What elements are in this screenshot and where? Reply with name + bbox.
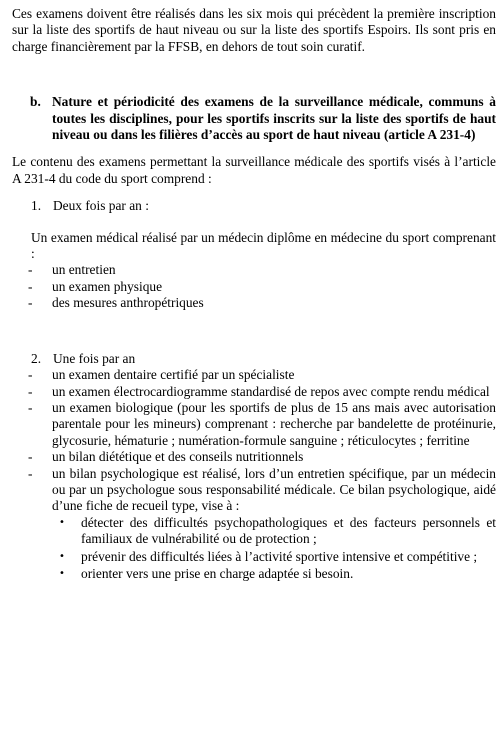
- list-item: [12, 384, 496, 400]
- bullet-marker: •: [59, 567, 65, 579]
- list-item: [12, 367, 496, 383]
- dash-marker: -: [28, 262, 33, 278]
- sub-list-item-text: détecter des difficultés psychopathologiques et des facteurs personnels et familiaux de vulnérabilité ou de protection ;: [81, 514, 496, 547]
- item-number: 2.: [31, 350, 42, 366]
- item-number: 1.: [31, 198, 42, 214]
- list-item-text: un entretien: [52, 262, 116, 278]
- list-item-body: [52, 466, 496, 583]
- dash-list-1: [12, 262, 496, 311]
- list-item: [12, 400, 496, 449]
- sub-list-item-text: prévenir des difficultés liées à l’activité sportive intensive et compétitive ;: [81, 548, 478, 564]
- dash-marker: -: [28, 465, 33, 481]
- bullet-marker: •: [59, 550, 65, 562]
- sub-list-item-text: orienter vers une prise en charge adaptée si besoin.: [81, 565, 354, 581]
- bullet-sublist: [52, 515, 496, 583]
- sub-list-item: [52, 549, 496, 565]
- list-item-text: un examen physique: [52, 278, 163, 294]
- list-item-text: un examen électrocardiogramme standardisé de repos avec compte rendu médical: [52, 383, 490, 399]
- dash-list-2: [12, 367, 496, 582]
- intro-paragraph: Ces examens doivent être réalisés dans les six mois qui précèdent la première inscription sur la liste des sportifs de haut niveau ou sur la liste des sportifs Espoirs. Ils sont pris en charge financièrement par la FFSB, en dehors de tout soin curatif.: [12, 6, 496, 54]
- dash-marker: -: [28, 295, 33, 311]
- list-item: [12, 466, 496, 583]
- numbered-item-2: [12, 351, 496, 367]
- dash-marker: -: [28, 399, 33, 415]
- list-item-text: un bilan psychologique est réalisé, lors d’un entretien spécifique, par un médecin ou par un psychologue sous responsabilité médicale. Ce bilan psychologique, aidé d’une fiche de recueil type, vise à :: [52, 465, 496, 514]
- section-title: Nature et périodicité des examens de la surveillance médicale, communs à toutes les disciplines, pour les sportifs inscrits sur la liste des sportifs de haut niveau ou dans les filières d’accès au sport de haut niveau (article A 231-4): [52, 94, 496, 143]
- bullet-marker: •: [59, 516, 65, 528]
- list-item: [12, 295, 496, 311]
- dash-marker: -: [28, 449, 33, 465]
- section-heading: [12, 94, 496, 143]
- list-item-text: un examen biologique (pour les sportifs de plus de 15 ans mais avec autorisation parentale pour les mineurs) comprenant : recherche par bandelette de protéinurie, glycosurie, hématurie ; numération-formule sanguine ; réticulocytes ; ferritine: [52, 399, 496, 448]
- dash-marker: -: [28, 278, 33, 294]
- sub-list-item: [52, 566, 496, 582]
- dash-marker: -: [28, 383, 33, 399]
- list-item: [12, 279, 496, 295]
- list-item-text: un examen dentaire certifié par un spécialiste: [52, 367, 295, 383]
- list-item-text: un bilan diététique et des conseils nutritionnels: [52, 449, 304, 465]
- list-item-text: des mesures anthropétriques: [52, 295, 204, 311]
- section-letter: b.: [30, 94, 41, 110]
- dash-marker: -: [28, 367, 33, 383]
- item-label: Deux fois par an :: [53, 198, 149, 214]
- item-label: Une fois par an: [53, 350, 136, 366]
- list-item: [12, 449, 496, 465]
- numbered-item-1: [12, 198, 496, 214]
- document-page: [12, 6, 496, 582]
- lead-paragraph: Le contenu des examens permettant la surveillance médicale des sportifs visés à l’article A 231-4 du code du sport comprend :: [12, 154, 496, 186]
- item-description: Un examen médical réalisé par un médecin diplôme en médecine du sport comprenant :: [31, 229, 496, 262]
- sub-list-item: [52, 515, 496, 548]
- list-item: [12, 262, 496, 278]
